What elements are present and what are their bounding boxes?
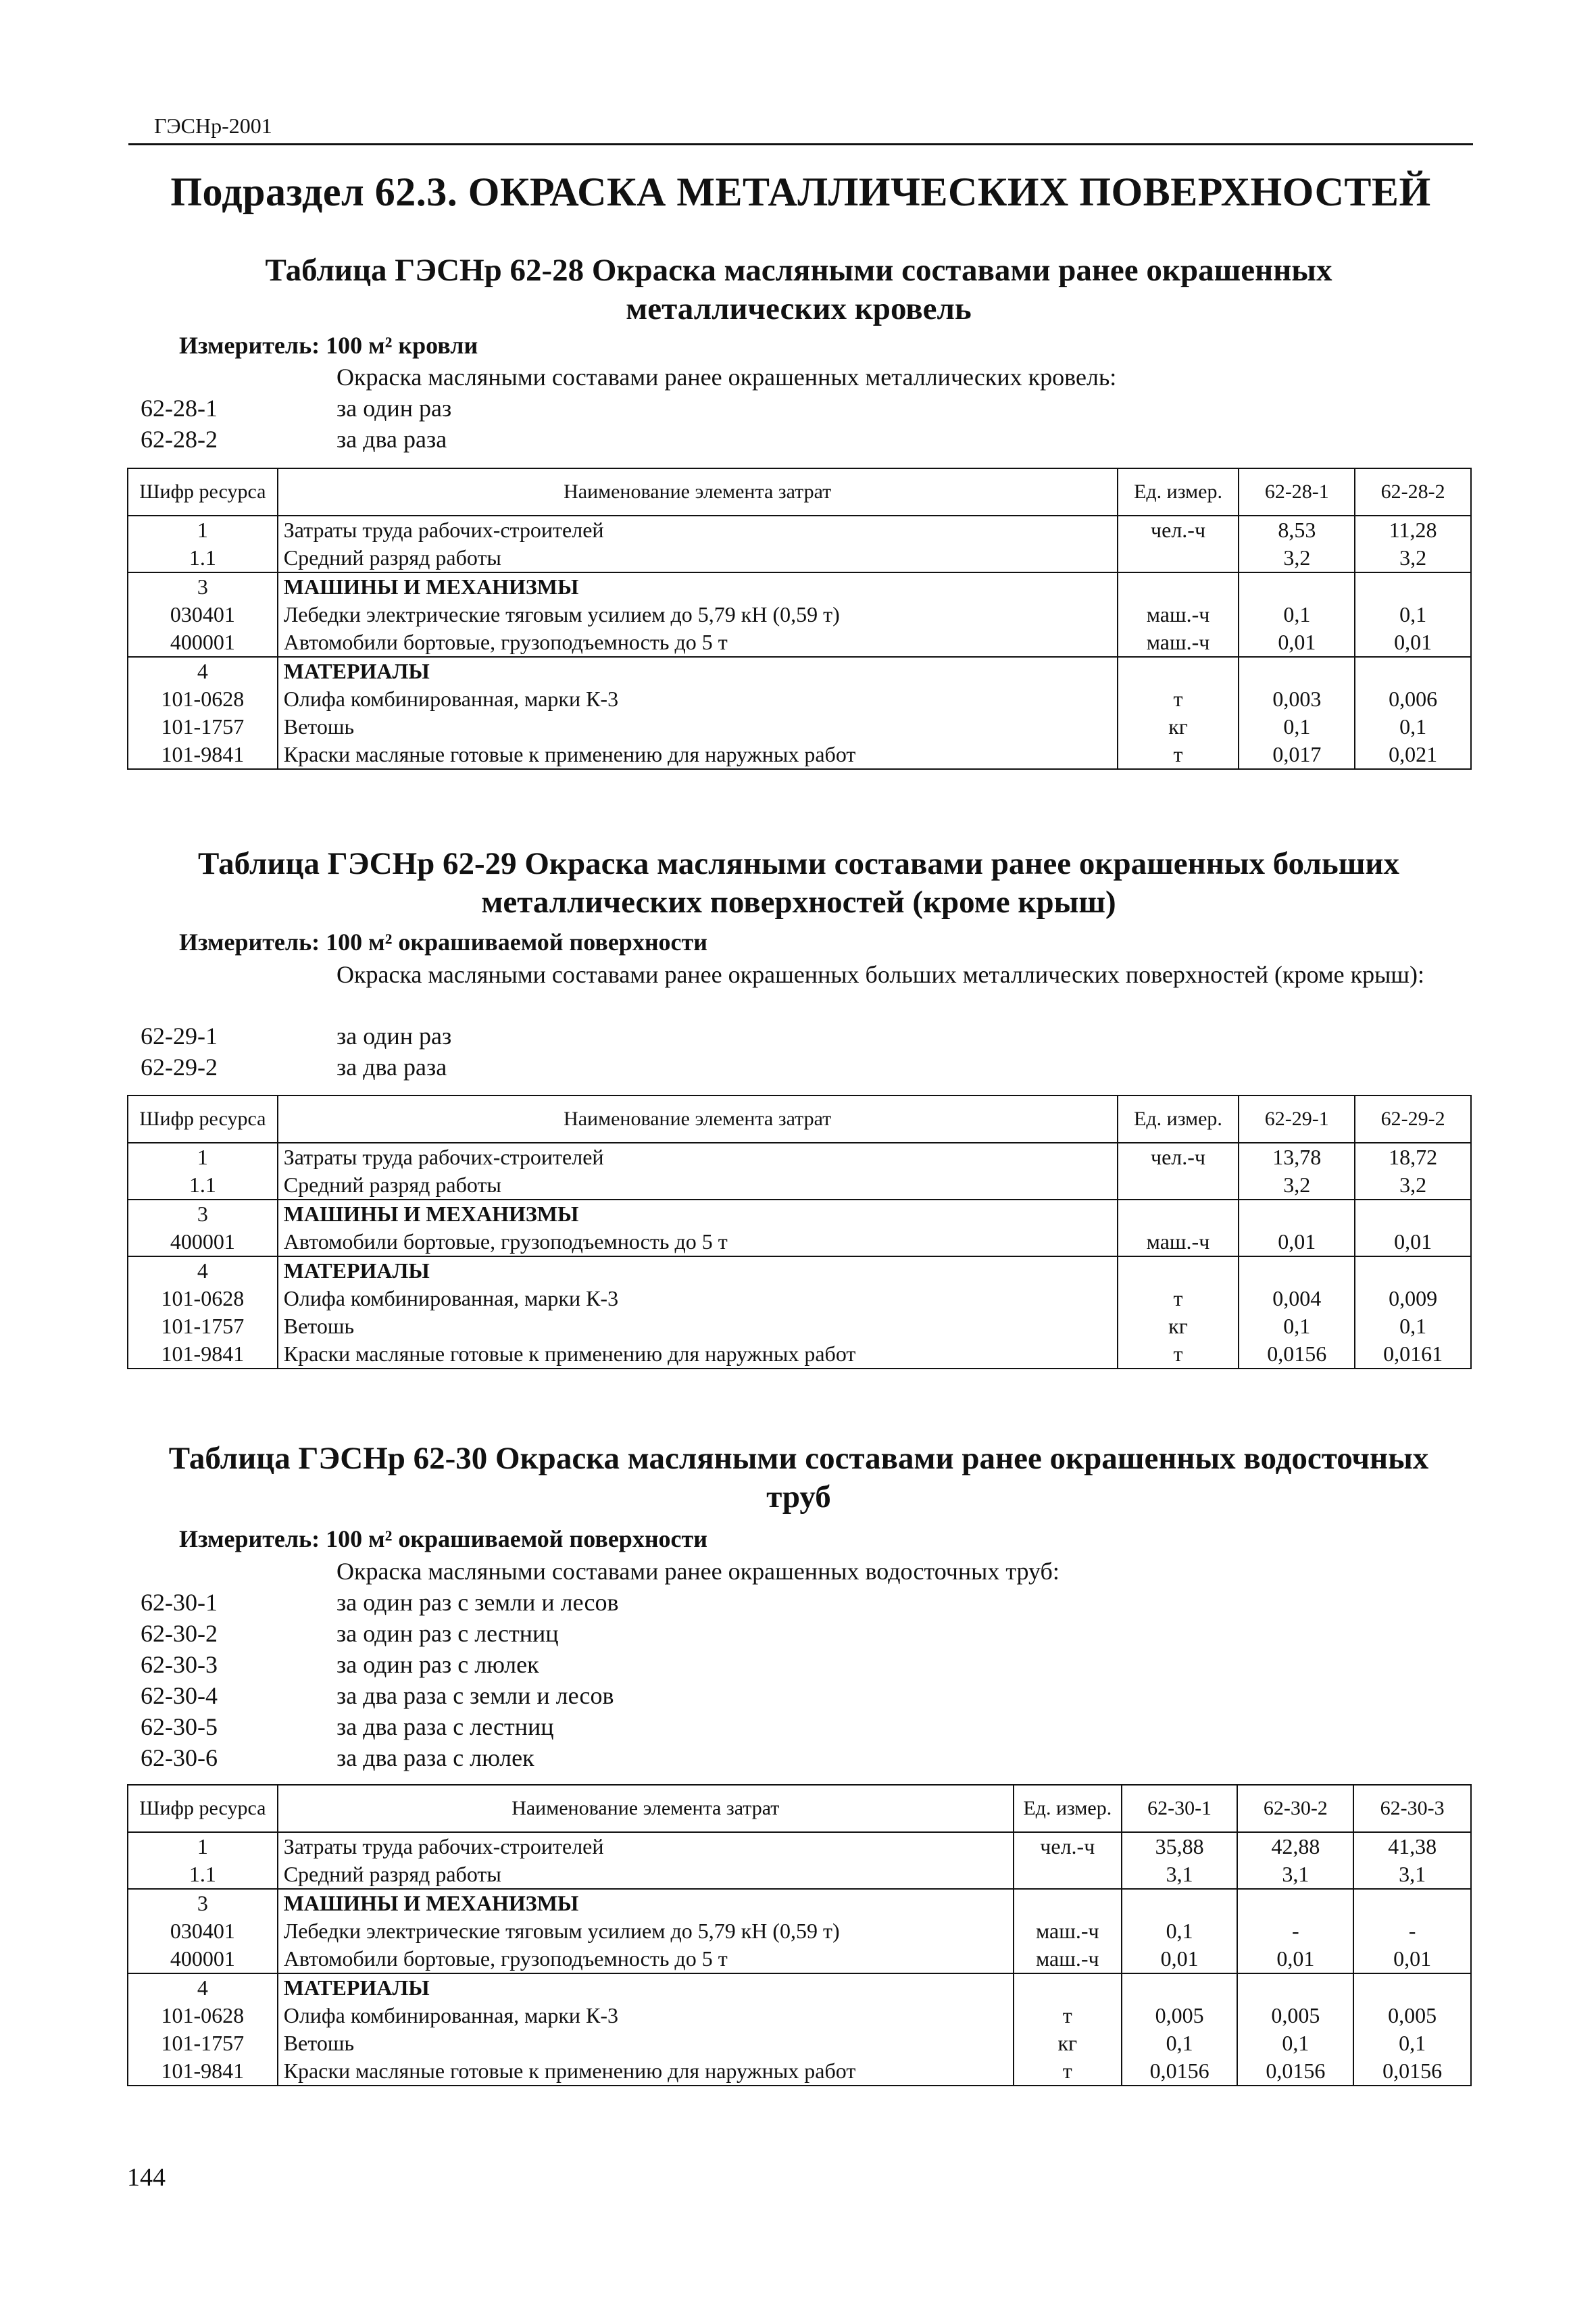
cost-element-name-cell: Краски масляные готовые к применению для наружных работ [278,741,1118,769]
table-row [128,544,1471,572]
work-code-line [141,1742,534,1773]
running-head: ГЭСНр-2001 [154,114,272,138]
header-value: 62-30-2 [1237,1785,1353,1832]
table-row [128,1917,1471,1945]
header-name: Наименование элемента затрат [278,1785,1014,1832]
resource-code-cell: 101-1757 [128,1312,278,1340]
unit-cell: т [1118,1285,1239,1312]
norm-value-cell: 0,009 [1355,1285,1471,1312]
cost-element-name-cell: Затраты труда рабочих-строителей [278,1143,1118,1171]
norm-value-cell: 0,01 [1239,629,1355,657]
norm-value-cell: 0,004 [1239,1285,1355,1312]
work-code-text: за два раза с люлек [336,1744,534,1771]
resource-code-cell: 400001 [128,629,278,657]
cost-element-name-cell: МАШИНЫ И МЕХАНИЗМЫ [278,572,1118,601]
norm-value-cell: 11,28 [1355,516,1471,544]
work-code-text: за два раза [336,1054,447,1081]
work-code: 62-30-1 [141,1589,218,1616]
cost-element-name-cell: Ветошь [278,1312,1118,1340]
resource-code-cell: 1 [128,1143,278,1171]
norm-table-62-29 [127,1095,1472,1369]
cost-element-name-cell: МАТЕРИАЛЫ [278,1973,1014,2002]
cost-element-name-cell: МАТЕРИАЛЫ [278,657,1118,685]
norm-value-cell [1237,1973,1353,2002]
norm-value-cell: 0,005 [1353,2002,1471,2029]
norm-value-cell [1239,1200,1355,1228]
table-row [128,713,1471,741]
table-title-line: металлических поверхностей (кроме крыш) [481,885,1116,920]
work-code-text: за два раза с земли и лесов [336,1682,614,1709]
resource-code-cell: 400001 [128,1945,278,1973]
unit-cell [1118,1171,1239,1200]
resource-code-cell: 1 [128,516,278,544]
table-row [128,1256,1471,1285]
norm-table-62-30 [127,1784,1472,2086]
unit-cell: кг [1118,713,1239,741]
norm-value-cell: 0,021 [1355,741,1471,769]
work-code: 62-29-1 [141,1023,218,1050]
unit-cell: маш.-ч [1118,601,1239,629]
norm-value-cell: 3,2 [1355,1171,1471,1200]
norm-value-cell: 13,78 [1239,1143,1355,1171]
work-code: 62-30-4 [141,1682,218,1709]
table-title-line: Таблица ГЭСНр 62-30 Окраска масляными составами ранее окрашенных водосточных [168,1441,1429,1476]
header-name: Наименование элемента затрат [278,468,1118,516]
unit-cell: маш.-ч [1118,629,1239,657]
norm-value-cell: 0,01 [1122,1945,1238,1973]
norm-value-cell: - [1237,1917,1353,1945]
cost-element-name-cell: Лебедки электрические тяговым усилием до 5,79 кН (0,59 т) [278,601,1118,629]
work-code: 62-28-1 [141,395,218,422]
work-code-line [141,1052,447,1083]
norm-value-cell: 3,1 [1353,1861,1471,1889]
cost-element-name-cell: МАШИНЫ И МЕХАНИЗМЫ [278,1200,1118,1228]
norm-value-cell [1355,657,1471,685]
norm-value-cell: 0,1 [1237,2029,1353,2057]
work-code-line [141,1711,554,1742]
cost-element-name-cell: Автомобили бортовые, грузоподъемность до 5 т [278,629,1118,657]
table-title-line: труб [766,1479,831,1515]
table-row [128,685,1471,713]
resource-code-cell: 1.1 [128,1171,278,1200]
resource-code-cell: 4 [128,1256,278,1285]
resource-code-cell: 030401 [128,1917,278,1945]
norm-value-cell: 0,0161 [1355,1340,1471,1369]
work-code-text: за один раз [336,395,452,422]
table-row [128,1861,1471,1889]
header-code: Шифр ресурса [128,1785,278,1832]
header-value: 62-30-3 [1353,1785,1471,1832]
unit-cell: чел.-ч [1118,516,1239,544]
work-description: Окраска масляными составами ранее окрашенных водосточных труб: [336,1558,1059,1585]
meter-line: Измеритель: 100 м² кровли [179,332,478,359]
table-row [128,741,1471,769]
table-row [128,1945,1471,1973]
norm-value-cell: 3,2 [1239,544,1355,572]
table-row [128,629,1471,657]
table-row [128,1143,1471,1171]
unit-cell [1118,1256,1239,1285]
norm-value-cell: 0,003 [1239,685,1355,713]
norm-value-cell: 0,01 [1355,629,1471,657]
header-unit: Ед. измер. [1118,1096,1239,1143]
table-row [128,1973,1471,2002]
work-code: 62-30-6 [141,1744,218,1771]
cost-element-name-cell: Затраты труда рабочих-строителей [278,516,1118,544]
unit-cell: маш.-ч [1014,1945,1122,1973]
unit-cell: кг [1118,1312,1239,1340]
norm-value-cell [1355,1256,1471,1285]
header-value: 62-28-2 [1355,468,1471,516]
norm-value-cell: 0,0156 [1239,1340,1355,1369]
table-row [128,1340,1471,1369]
norm-value-cell: 3,1 [1237,1861,1353,1889]
unit-cell [1014,1973,1122,2002]
norm-value-cell: 0,1 [1355,601,1471,629]
table-row [128,2029,1471,2057]
resource-code-cell: 1.1 [128,1861,278,1889]
norm-table-62-28 [127,468,1472,770]
table-row [128,2057,1471,2086]
norm-value-cell [1239,572,1355,601]
resource-code-cell: 1 [128,1832,278,1861]
norm-value-cell: 41,38 [1353,1832,1471,1861]
work-description: Окраска масляными составами ранее окрашенных больших металлических поверхностей (кроме крыш): [336,961,1424,988]
unit-cell: маш.-ч [1014,1917,1122,1945]
header-value: 62-28-1 [1239,468,1355,516]
resource-code-cell: 101-9841 [128,1340,278,1369]
unit-cell: т [1014,2057,1122,2086]
table-row [128,572,1471,601]
header-code: Шифр ресурса [128,1096,278,1143]
resource-code-cell: 101-1757 [128,2029,278,2057]
header-value: 62-30-1 [1122,1785,1238,1832]
resource-code-cell: 4 [128,657,278,685]
unit-cell: т [1118,685,1239,713]
norm-value-cell [1122,1889,1238,1917]
work-code-text: за два раза [336,426,447,453]
norm-value-cell: 0,01 [1353,1945,1471,1973]
table-row [128,1889,1471,1917]
table-row [128,1200,1471,1228]
norm-value-cell: 0,005 [1237,2002,1353,2029]
cost-element-name-cell: Автомобили бортовые, грузоподъемность до 5 т [278,1228,1118,1256]
header-name: Наименование элемента затрат [278,1096,1118,1143]
norm-value-cell: 0,1 [1239,713,1355,741]
work-code: 62-30-3 [141,1651,218,1678]
norm-value-cell: 3,2 [1355,544,1471,572]
unit-cell [1118,657,1239,685]
norm-value-cell [1239,657,1355,685]
cost-element-name-cell: МАШИНЫ И МЕХАНИЗМЫ [278,1889,1014,1917]
norm-value-cell: 42,88 [1237,1832,1353,1861]
norm-value-cell: 18,72 [1355,1143,1471,1171]
norm-value-cell: 35,88 [1122,1832,1238,1861]
norm-value-cell [1237,1889,1353,1917]
norm-value-cell: 8,53 [1239,516,1355,544]
work-code-text: за один раз с земли и лесов [336,1589,619,1616]
norm-value-cell: 0,005 [1122,2002,1238,2029]
resource-code-cell: 3 [128,1889,278,1917]
unit-cell [1118,572,1239,601]
work-code: 62-29-2 [141,1054,218,1081]
table-title-line: Таблица ГЭСНр 62-29 Окраска масляными составами ранее окрашенных больших [198,846,1399,881]
cost-element-name-cell: Ветошь [278,2029,1014,2057]
work-code-line [141,1587,618,1618]
cost-element-name-cell: Средний разряд работы [278,544,1118,572]
norm-value-cell: 0,006 [1355,685,1471,713]
norm-value-cell: 0,0156 [1122,2057,1238,2086]
table-62-28-title [143,251,1454,329]
resource-code-cell: 030401 [128,601,278,629]
norm-value-cell [1353,1973,1471,2002]
header-value: 62-29-1 [1239,1096,1355,1143]
section-title: Подраздел 62.3. ОКРАСКА МЕТАЛЛИЧЕСКИХ ПОВЕРХНОСТЕЙ [170,170,1431,214]
table-title-line: металлических кровель [626,291,972,327]
table-row [128,657,1471,685]
unit-cell [1118,544,1239,572]
table-title-line: Таблица ГЭСНр 62-28 Окраска масляными составами ранее окрашенных [265,253,1332,288]
work-code: 62-30-2 [141,1620,218,1647]
norm-value-cell: 0,1 [1122,2029,1238,2057]
work-description: Окраска масляными составами ранее окрашенных металлических кровель: [336,364,1117,391]
norm-value-cell: 0,1 [1355,1312,1471,1340]
unit-cell: кг [1014,2029,1122,2057]
header-code: Шифр ресурса [128,468,278,516]
norm-value-cell: 0,01 [1237,1945,1353,1973]
norm-value-cell [1355,1200,1471,1228]
norm-value-cell [1122,1973,1238,2002]
unit-cell: т [1014,2002,1122,2029]
norm-value-cell: 0,1 [1122,1917,1238,1945]
table-row [128,1832,1471,1861]
table-row [128,516,1471,544]
meter-line: Измеритель: 100 м² окрашиваемой поверхности [179,1525,707,1552]
table-62-29-title [143,845,1454,922]
norm-value-cell [1239,1256,1355,1285]
table-62-30-title [143,1439,1454,1517]
norm-value-cell: 0,01 [1355,1228,1471,1256]
unit-cell: т [1118,1340,1239,1369]
cost-element-name-cell: Олифа комбинированная, марки К-3 [278,2002,1014,2029]
header-value: 62-29-2 [1355,1096,1471,1143]
cost-element-name-cell: Олифа комбинированная, марки К-3 [278,1285,1118,1312]
cost-element-name-cell: Ветошь [278,713,1118,741]
cost-element-name-cell: Автомобили бортовые, грузоподъемность до 5 т [278,1945,1014,1973]
norm-value-cell: 3,1 [1122,1861,1238,1889]
work-code-text: за один раз с люлек [336,1651,539,1678]
norm-value-cell: 0,1 [1239,601,1355,629]
meter-line: Измеритель: 100 м² окрашиваемой поверхности [179,929,707,956]
resource-code-cell: 101-0628 [128,2002,278,2029]
resource-code-cell: 4 [128,1973,278,2002]
cost-element-name-cell: Краски масляные готовые к применению для наружных работ [278,2057,1014,2086]
cost-element-name-cell: Лебедки электрические тяговым усилием до 5,79 кН (0,59 т) [278,1917,1014,1945]
work-code: 62-30-5 [141,1713,218,1740]
unit-cell [1014,1889,1122,1917]
cost-element-name-cell: Средний разряд работы [278,1861,1014,1889]
unit-cell: чел.-ч [1118,1143,1239,1171]
page-number: 144 [127,2163,166,2192]
work-code-text: за один раз [336,1023,452,1050]
cost-element-name-cell: МАТЕРИАЛЫ [278,1256,1118,1285]
work-code-text: за один раз с лестниц [336,1620,559,1647]
work-code-line [141,1649,539,1680]
resource-code-cell: 101-0628 [128,1285,278,1312]
header-rule [128,143,1473,145]
table-row [128,1171,1471,1200]
norm-value-cell: 3,2 [1239,1171,1355,1200]
norm-value-cell [1353,1889,1471,1917]
norm-value-cell: 0,0156 [1353,2057,1471,2086]
resource-code-cell: 3 [128,1200,278,1228]
resource-code-cell: 101-0628 [128,685,278,713]
table-row [128,1285,1471,1312]
norm-value-cell: 0,01 [1239,1228,1355,1256]
unit-cell: т [1118,741,1239,769]
resource-code-cell: 400001 [128,1228,278,1256]
norm-value-cell: 0,1 [1239,1312,1355,1340]
norm-value-cell: 0,0156 [1237,2057,1353,2086]
work-code-line [141,393,451,424]
cost-element-name-cell: Затраты труда рабочих-строителей [278,1832,1014,1861]
work-code-line [141,1618,559,1649]
resource-code-cell: 3 [128,572,278,601]
norm-value-cell: 0,1 [1355,713,1471,741]
norm-value-cell: 0,017 [1239,741,1355,769]
unit-cell: чел.-ч [1014,1832,1122,1861]
norm-value-cell: - [1353,1917,1471,1945]
unit-cell [1118,1200,1239,1228]
resource-code-cell: 101-1757 [128,713,278,741]
table-row [128,601,1471,629]
header-unit: Ед. измер. [1118,468,1239,516]
work-code-line [141,424,447,455]
norm-value-cell [1355,572,1471,601]
unit-cell [1014,1861,1122,1889]
cost-element-name-cell: Средний разряд работы [278,1171,1118,1200]
resource-code-cell: 1.1 [128,544,278,572]
header-unit: Ед. измер. [1014,1785,1122,1832]
work-code-text: за два раза с лестниц [336,1713,554,1740]
table-row [128,2002,1471,2029]
work-code: 62-28-2 [141,426,218,453]
resource-code-cell: 101-9841 [128,741,278,769]
norm-value-cell: 0,1 [1353,2029,1471,2057]
cost-element-name-cell: Краски масляные готовые к применению для наружных работ [278,1340,1118,1369]
resource-code-cell: 101-9841 [128,2057,278,2086]
work-code-line [141,1020,451,1052]
work-code-line [141,1680,614,1711]
table-row [128,1228,1471,1256]
cost-element-name-cell: Олифа комбинированная, марки К-3 [278,685,1118,713]
unit-cell: маш.-ч [1118,1228,1239,1256]
table-row [128,1312,1471,1340]
